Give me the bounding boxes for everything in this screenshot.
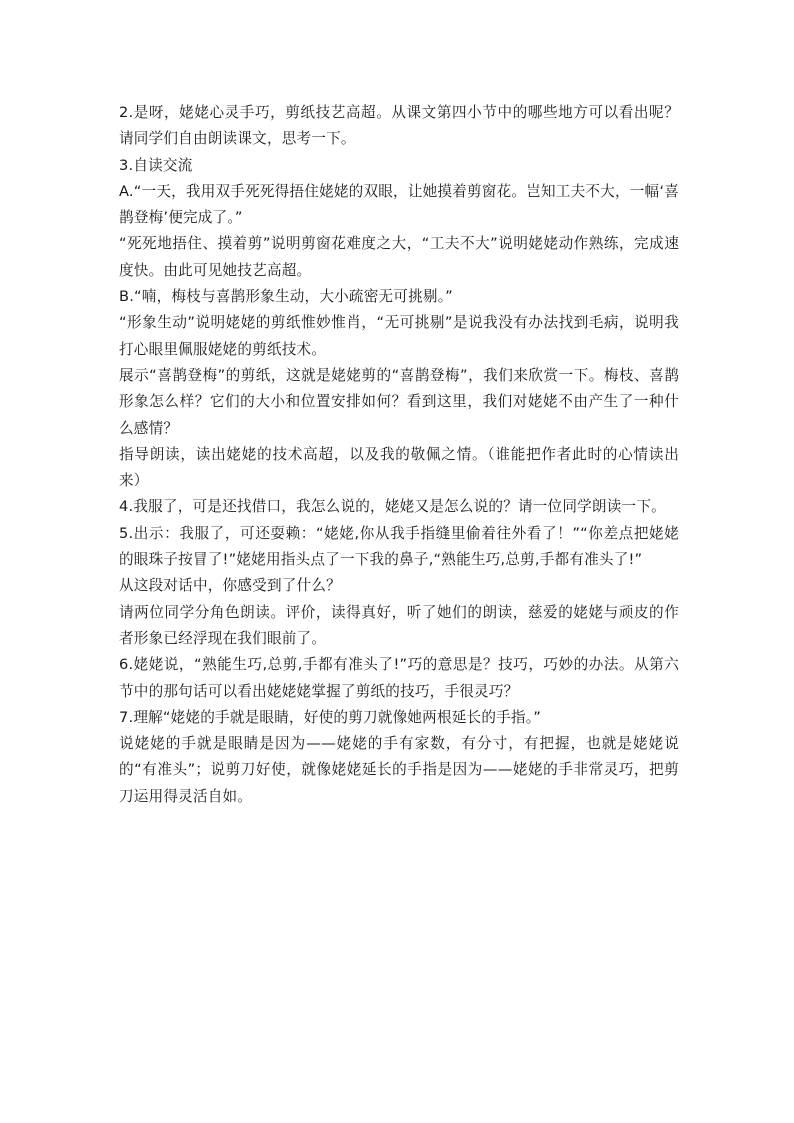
paragraph-quote-b: B.“喃，梅枝与喜鹊形象生动，大小疏密无可挑剔。” [119,288,453,306]
paragraph-heading-3: 3.自读交流 [119,156,193,174]
paragraph-reading-guidance: 指导朗读，读出姥姥的技术高超，以及我的敬佩之情。（谁能把作者此时的心情读出来） [119,445,679,490]
paragraph-explanation-7: 说姥姥的手就是眼睛是因为——姥姥的手有家数，有分寸，有把握，也就是姥姥说的“有准头”；说剪刀好使，就像姥姥延长的手指是因为——姥姥的手非常灵巧，把剪刀运用得灵活自如。 [119,735,679,805]
document-body [119,100,679,810]
paragraph-question-2: 2.是呀，姥姥心灵手巧，剪纸技艺高超。从课文第四小节中的哪些地方可以看出呢？请同学们自由朗读课文，思考一下。 [119,104,679,148]
paragraph-dialogue-5: 5.出示：我服了，可还耍赖：“姥姥,你从我手指缝里偷着往外看了！”“你差点把姥姥的眼珠子按冒了!”姥姥用指头点了一下我的鼻子,“熟能生巧,总剪,手都有准头了!” [119,524,679,569]
paragraph-question-6: 6.姥姥说，“熟能生巧,总剪,手都有准头了!”巧的意思是？技巧，巧妙的办法。从第六节中的那句话可以看出姥姥姥掌握了剪纸的技巧，手很灵巧？ [119,656,679,700]
paragraph-analysis-b: “形象生动”说明姥姥的剪纸惟妙惟肖，“无可挑剔”是说我没有办法找到毛病，说明我打心眼里佩服姥姥的剪纸技术。 [119,314,679,358]
paragraph-analysis-a: “死死地捂住、摸着剪”说明剪窗花难度之大，“工夫不大”说明姥姥动作熟练，完成速度快。由此可见她技艺高超。 [119,235,679,279]
paragraph-question-4: 4.我服了，可是还找借口，我怎么说的，姥姥又是怎么说的？请一位同学朗读一下。 [119,498,666,516]
paragraph-quote-a: A.“一天，我用双手死死得捂住姥姥的双眼，让她摸着剪窗花。岂知工夫不大，一幅‘喜鹊登梅’便完成了。” [119,182,679,227]
paragraph-feeling-question: 从这段对话中，你感受到了什么？ [119,577,341,595]
paragraph-display-papercut: 展示“喜鹊登梅”的剪纸，这就是姥姥剪的“喜鹊登梅”，我们来欣赏一下。梅枝、喜鹊形象怎么样？它们的大小和位置安排如何？看到这里，我们对姥姥不由产生了一种什么感情？ [119,366,679,437]
paragraph-role-reading: 请两位同学分角色朗读。评价，读得真好，听了她们的朗读，慈爱的姥姥与顽皮的作者形象已经浮现在我们眼前了。 [119,603,679,647]
paragraph-understanding-7: 7.理解“姥姥的手就是眼睛，好使的剪刀就像她两根延长的手指。” [119,708,541,726]
